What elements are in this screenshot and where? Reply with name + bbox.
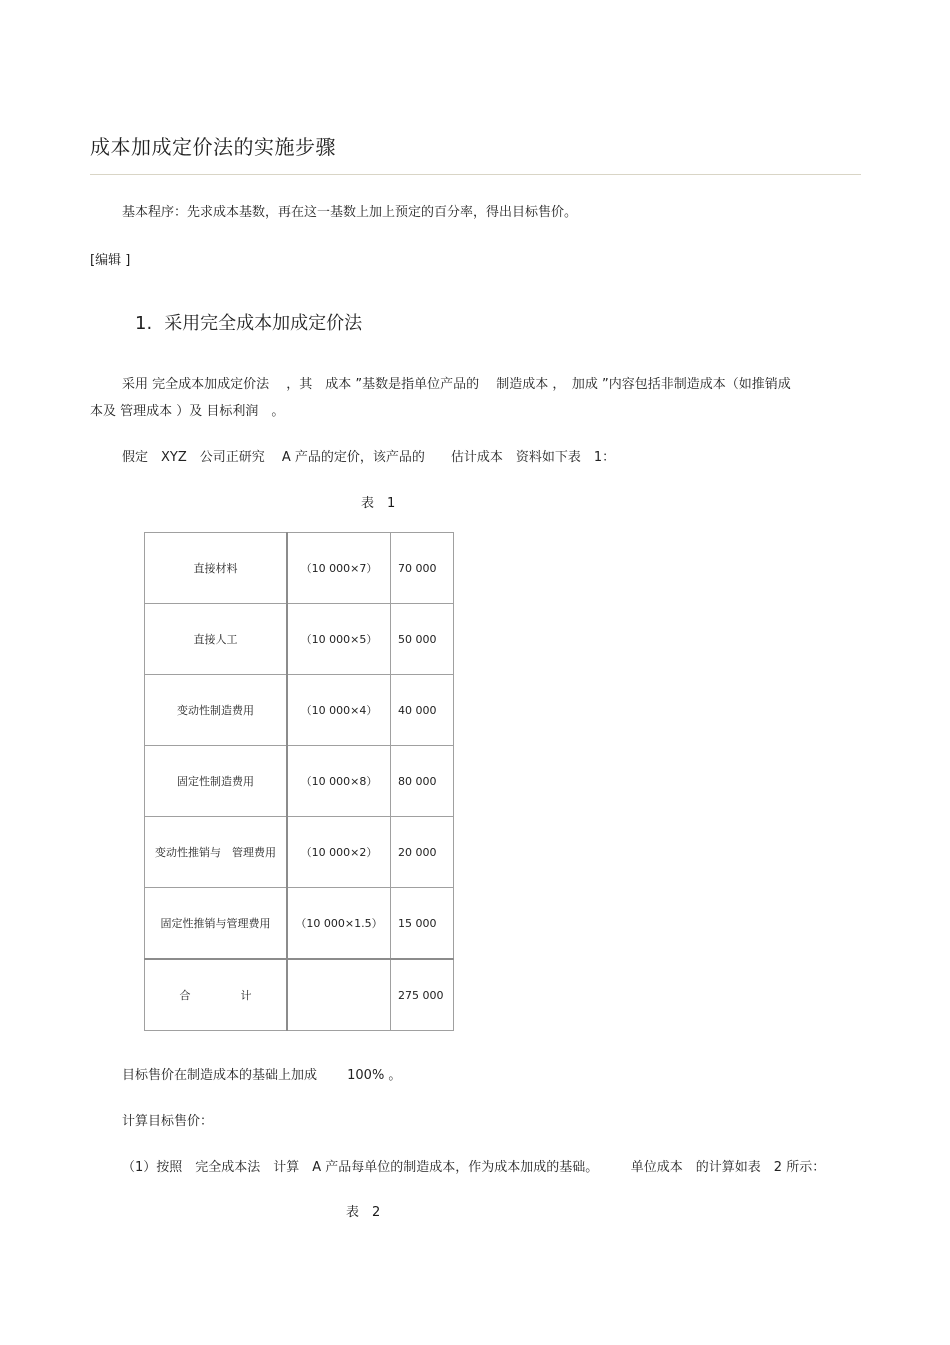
total-label-left: 合 [179,989,191,1002]
paragraph1-line1: 采用 完全成本加成定价法 ，其 成本 ”基数是指单位产品的 制造成本 ， 加成 ”内容包括非制造成本（如推销成 [122,377,791,392]
section-heading [135,309,362,335]
cost-formula: （10 000×4） [287,675,391,746]
markup-paragraph: 目标售价在制造成本的基础上加成 100% 。 [122,1068,402,1083]
paragraph1-line2: 本及 管理成本 ）及 目标利润 。 [90,404,285,419]
cost-item: 固定性推销与管理费用 [145,888,288,960]
intro-paragraph: 基本程序：先求成本基数，再在这一基数上加上预定的百分率，得出目标售价。 [122,205,578,220]
table1-caption: 表 1 [361,496,396,511]
total-formula [287,959,391,1031]
table-row [145,675,454,746]
edit-link[interactable]: [编辑 ] [90,253,131,268]
cost-formula: （10 000×8） [287,746,391,817]
table-total-row [145,959,454,1031]
section-number: 1. [135,313,153,334]
table-row [145,533,454,604]
calc-heading: 计算目标售价： [122,1114,214,1129]
title-divider [90,174,861,175]
cost-item: 固定性制造费用 [145,746,288,817]
total-amount: 275 000 [391,959,454,1031]
cost-formula: （10 000×7） [287,533,391,604]
cost-amount: 40 000 [391,675,454,746]
total-label [145,959,288,1031]
table-row [145,817,454,888]
cost-item: 变动性制造费用 [145,675,288,746]
cost-amount: 15 000 [391,888,454,960]
cost-table [144,532,454,1031]
cost-formula: （10 000×1.5） [287,888,391,960]
cost-item: 直接材料 [145,533,288,604]
cost-amount: 20 000 [391,817,454,888]
cost-formula: （10 000×5） [287,604,391,675]
cost-item: 直接人工 [145,604,288,675]
cost-amount: 70 000 [391,533,454,604]
table-row [145,746,454,817]
table-row [145,604,454,675]
cost-item: 变动性推销与 管理费用 [145,817,288,888]
cost-amount: 80 000 [391,746,454,817]
table-row [145,888,454,960]
table2-caption: 表 2 [346,1205,381,1220]
section-title: 采用完全成本加成定价法 [164,313,363,334]
cost-amount: 50 000 [391,604,454,675]
step1-paragraph: （1）按照 完全成本法 计算 A 产品每单位的制造成本，作为成本加成的基础。 单位成本 的计算如表 2 所示： [122,1160,826,1175]
paragraph2: 假定 XYZ 公司正研究 A 产品的定价，该产品的 估计成本 资料如下表 1： [122,450,616,465]
total-label-right: 计 [240,989,252,1002]
page-title: 成本加成定价法的实施步骤 [90,135,336,159]
cost-formula: （10 000×2） [287,817,391,888]
